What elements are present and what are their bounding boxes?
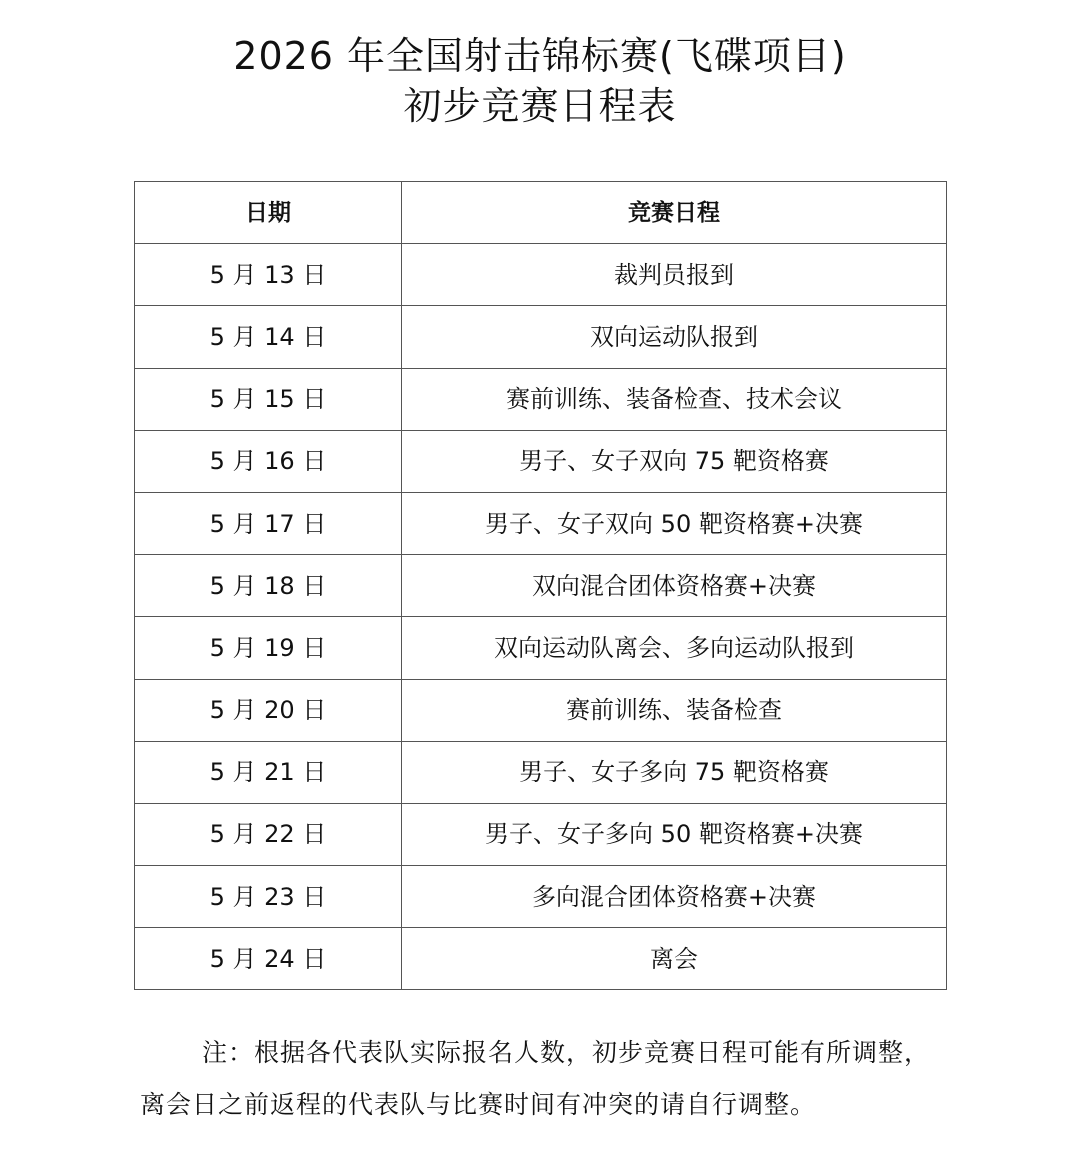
event-cell: 离会 (402, 928, 947, 990)
event-cell: 赛前训练、装备检查、技术会议 (402, 368, 947, 430)
event-cell: 男子、女子双向 75 靶资格赛 (402, 430, 947, 492)
event-cell: 双向运动队离会、多向运动队报到 (402, 617, 947, 679)
document-title: 2026 年全国射击锦标赛(飞碟项目) (233, 34, 847, 78)
date-cell: 5 月 14 日 (135, 306, 402, 368)
event-cell: 裁判员报到 (402, 244, 947, 306)
date-cell: 5 月 13 日 (135, 244, 402, 306)
table-row (135, 866, 947, 928)
date-cell: 5 月 21 日 (135, 741, 402, 803)
header-schedule: 竞赛日程 (402, 182, 947, 244)
date-cell: 5 月 19 日 (135, 617, 402, 679)
table-row (135, 430, 947, 492)
table-row (135, 679, 947, 741)
table-row (135, 306, 947, 368)
date-cell: 5 月 18 日 (135, 555, 402, 617)
schedule-table (134, 181, 947, 990)
schedule-note: 注：根据各代表队实际报名人数，初步竞赛日程可能有所调整，离会日之前返程的代表队与比赛时间有冲突的请自行调整。 (140, 1038, 931, 1119)
date-cell: 5 月 16 日 (135, 430, 402, 492)
header-date: 日期 (135, 182, 402, 244)
date-cell: 5 月 23 日 (135, 866, 402, 928)
date-cell: 5 月 17 日 (135, 492, 402, 554)
event-cell: 男子、女子多向 50 靶资格赛+决赛 (402, 803, 947, 865)
table-row (135, 617, 947, 679)
date-cell: 5 月 20 日 (135, 679, 402, 741)
table-row (135, 368, 947, 430)
date-cell: 5 月 15 日 (135, 368, 402, 430)
table-row (135, 741, 947, 803)
event-cell: 双向混合团体资格赛+决赛 (402, 555, 947, 617)
document-subtitle: 初步竞赛日程表 (403, 84, 677, 128)
table-row (135, 928, 947, 990)
table-header-row (135, 182, 947, 244)
event-cell: 赛前训练、装备检查 (402, 679, 947, 741)
table-row (135, 244, 947, 306)
table-row (135, 492, 947, 554)
date-cell: 5 月 22 日 (135, 803, 402, 865)
event-cell: 男子、女子多向 75 靶资格赛 (402, 741, 947, 803)
table-row (135, 803, 947, 865)
event-cell: 双向运动队报到 (402, 306, 947, 368)
event-cell: 多向混合团体资格赛+决赛 (402, 866, 947, 928)
event-cell: 男子、女子双向 50 靶资格赛+决赛 (402, 492, 947, 554)
date-cell: 5 月 24 日 (135, 928, 402, 990)
table-row (135, 555, 947, 617)
